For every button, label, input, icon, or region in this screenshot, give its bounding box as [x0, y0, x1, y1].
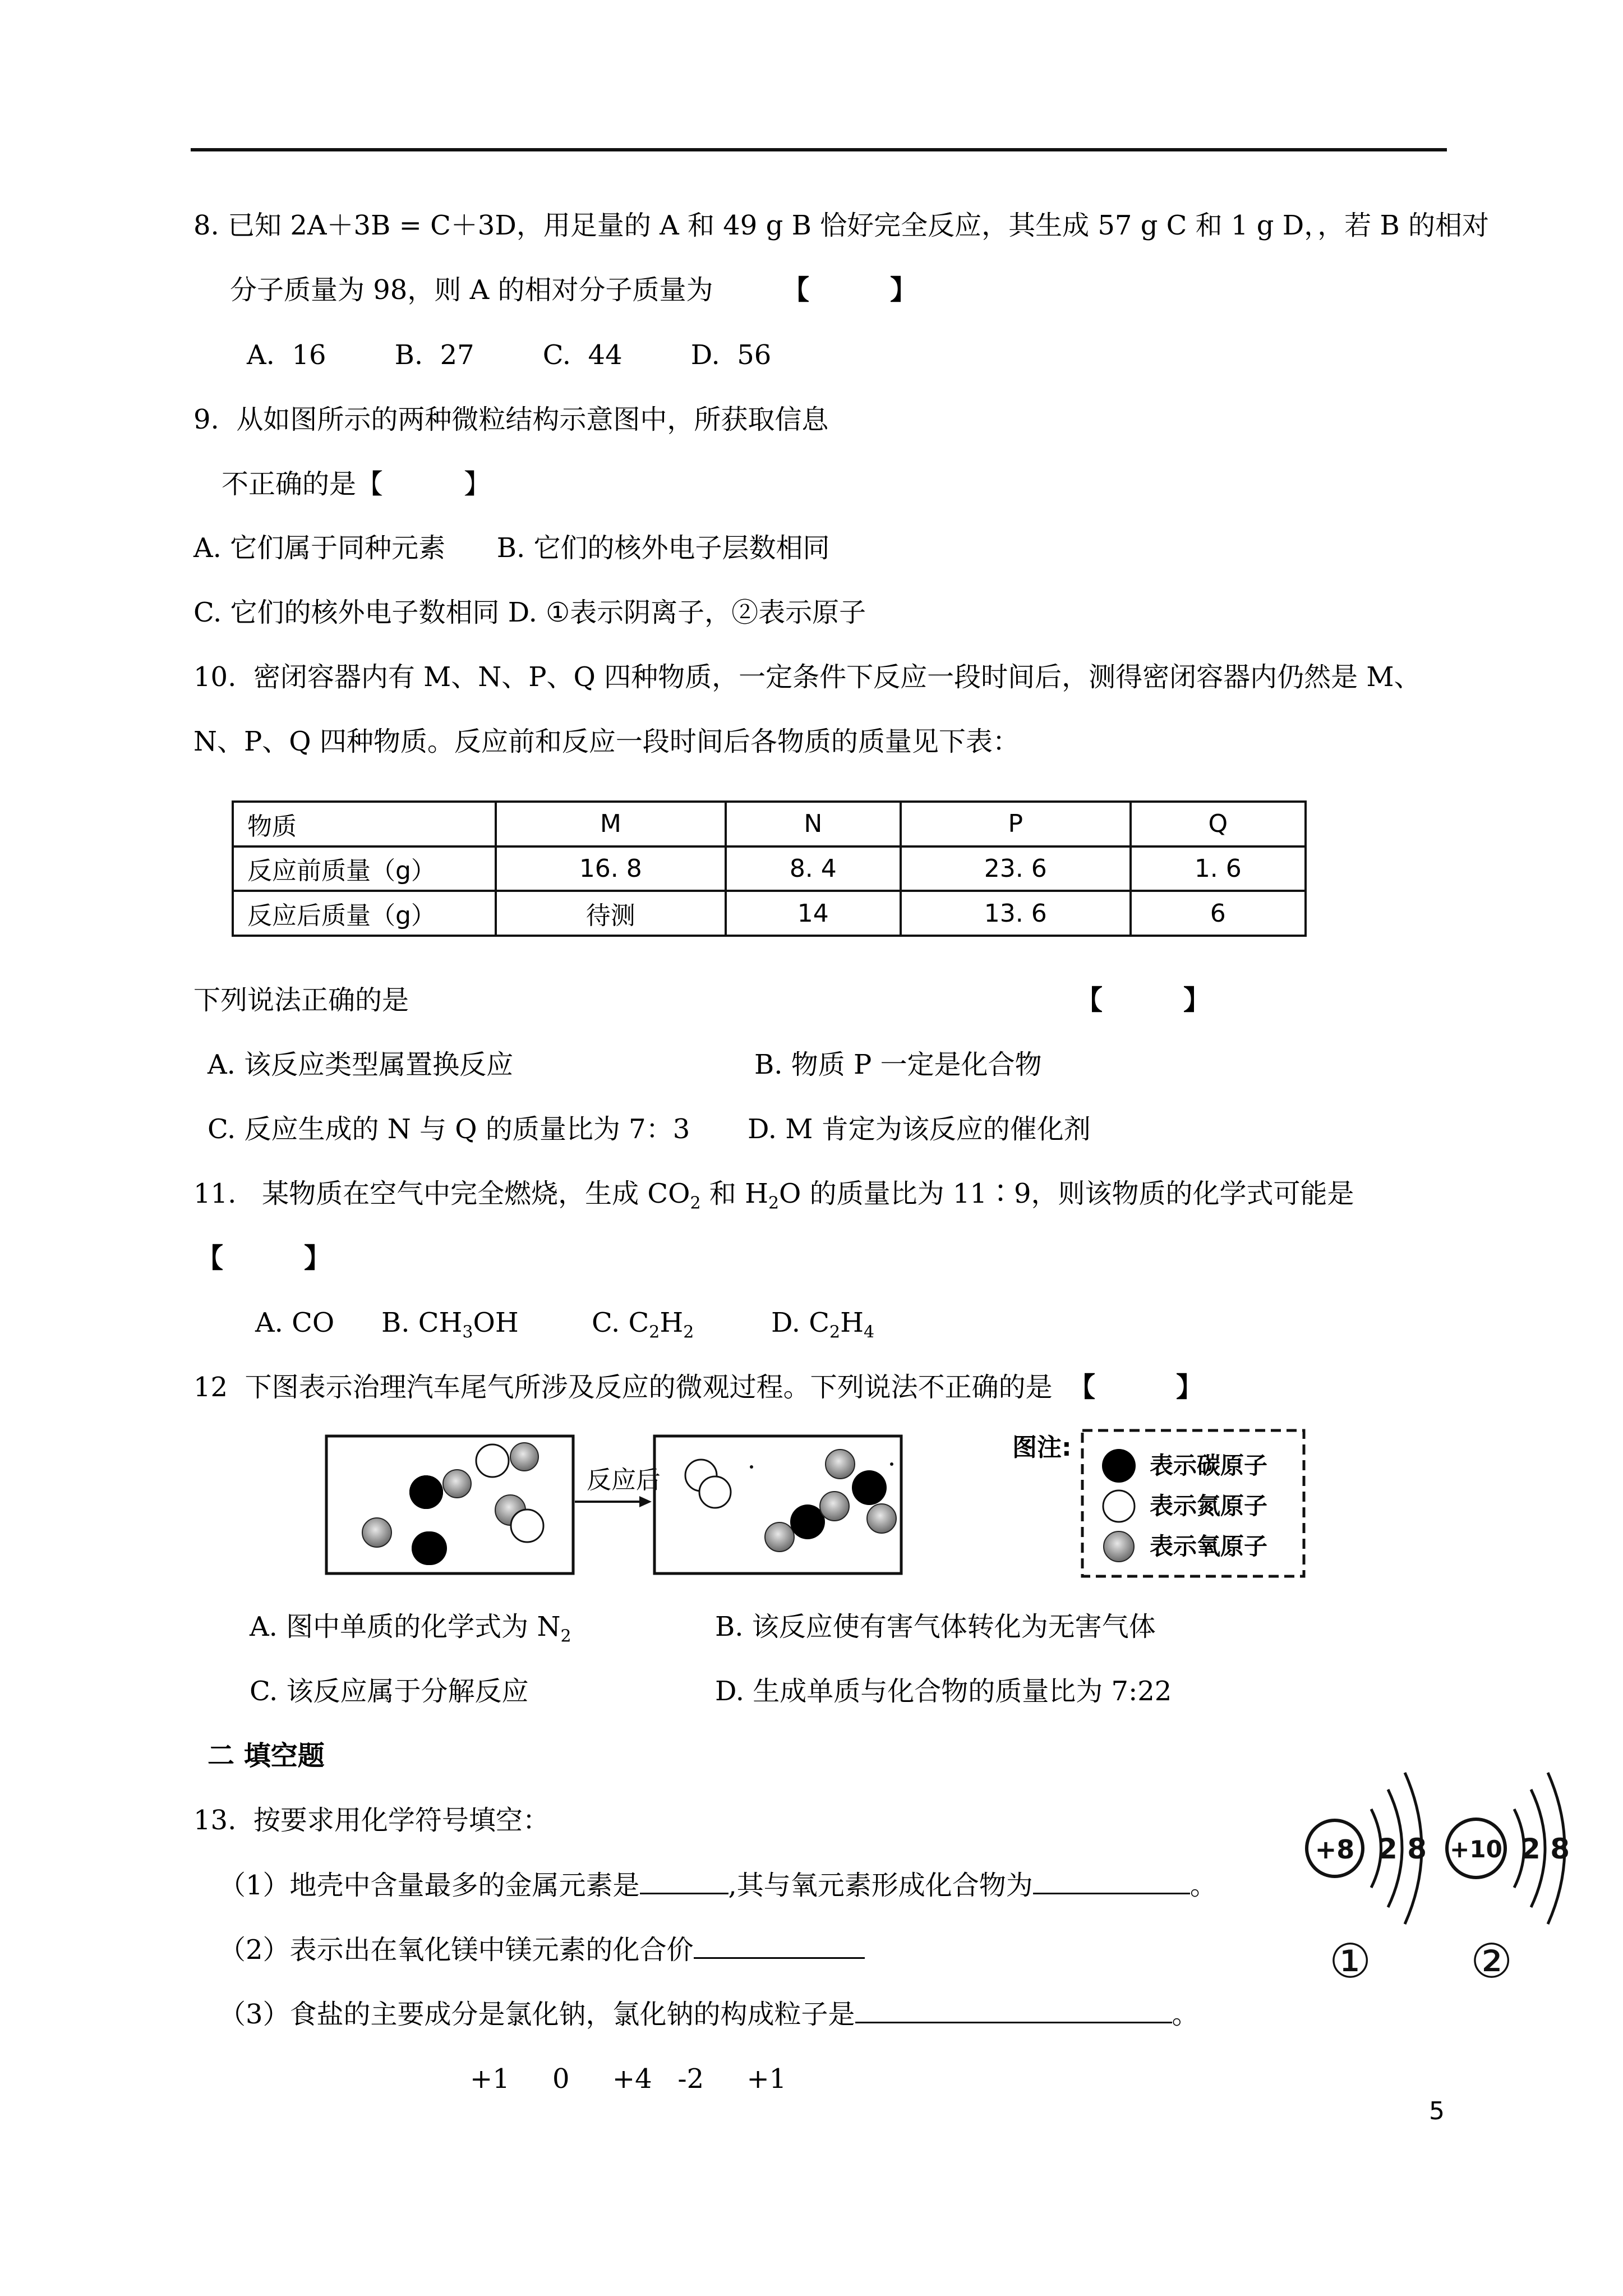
blank-field	[640, 1868, 728, 1894]
q12-option-b: B. 该反应使有害气体转化为无害气体	[715, 1611, 1156, 1642]
nitrogen-atom	[476, 1444, 509, 1477]
reaction-diagram	[314, 1422, 1324, 1585]
section-heading: 二 填空题	[208, 1740, 325, 1772]
electron-counts-1: 2 8	[1378, 1833, 1427, 1865]
table-header-row	[233, 802, 1306, 846]
q11-line1: 11. 某物质在空气中完全燃烧，生成 $CO_2$ 和 $H_2O$ 的质量比为 11∶9，则该物质的化学式可能是	[193, 1178, 1354, 1213]
q8-line1: 8. 已知 2A＋3B = C＋3D，用足量的 A 和 49 g B 恰好完全反应，其生成 57 g C 和 1 g D，，若 B 的相对	[193, 210, 1489, 241]
electron-counts-2: 2 8	[1521, 1833, 1570, 1865]
legend-title: 图注:	[1012, 1433, 1072, 1462]
q10-line2: N、P、Q 四种物质。反应前和反应一段时间后各物质的质量见下表：	[193, 726, 1020, 757]
oxygen-atom	[510, 1443, 538, 1471]
table-cell: 23. 6	[901, 846, 1131, 891]
table-cell: 8. 4	[726, 846, 901, 891]
oxygen-atom	[362, 1518, 391, 1547]
arrow-label: 反应后	[587, 1466, 661, 1494]
table-cell: N	[726, 802, 901, 846]
oxygen-legend-icon	[1104, 1531, 1134, 1562]
page-number: 5	[1429, 2097, 1445, 2125]
after-box	[654, 1436, 901, 1573]
q10-option-d: D. M 肯定为该反应的催化剂	[748, 1114, 1091, 1145]
oxygen-atom	[867, 1504, 896, 1533]
legend-carbon: 表示碳原子	[1150, 1452, 1268, 1479]
q10-option-c: C. 反应生成的 N 与 Q 的质量比为 7：3	[208, 1114, 690, 1145]
oxygen-atom	[765, 1522, 794, 1552]
table-cell: M	[496, 802, 726, 846]
blank-field	[855, 1997, 1172, 2023]
q13-part2: （2）表示出在氧化镁中镁元素的化合价	[219, 1932, 865, 1967]
table-cell: Q	[1131, 802, 1306, 846]
arrow-head-icon	[639, 1496, 652, 1507]
nucleus-charge-2: +10	[1450, 1835, 1502, 1863]
table-cell: 反应前质量（g）	[233, 846, 496, 891]
nitrogen-atom	[511, 1510, 543, 1542]
table-cell: 物质	[233, 802, 496, 846]
oxygen-atom	[443, 1470, 471, 1498]
atom-structure-diagrams	[1295, 1747, 1587, 2005]
table-row	[233, 891, 1306, 936]
header-rule	[191, 148, 1447, 151]
oxygen-atom	[826, 1450, 855, 1479]
table-cell: 反应后质量（g）	[233, 891, 496, 936]
table-cell: 1. 6	[1131, 846, 1306, 891]
table-row	[233, 846, 1306, 891]
legend-nitrogen: 表示氮原子	[1150, 1492, 1268, 1520]
table-cell: 14	[726, 891, 901, 936]
oxygen-atom	[820, 1492, 849, 1521]
q11-option-a: A. CO	[255, 1307, 335, 1338]
dot	[890, 1462, 893, 1466]
q10-answer-bracket: 【 】	[1076, 984, 1211, 1016]
table-cell: 13. 6	[901, 891, 1131, 936]
q10-option-b: B. 物质 P 一定是化合物	[754, 1049, 1042, 1080]
q12-line1: 12 下图表示治理汽车尾气所涉及反应的微观过程。下列说法不正确的是	[193, 1372, 1053, 1403]
q13-line1: 13. 按要求用化学符号填空：	[193, 1805, 550, 1836]
q12-answer-bracket: 【 】	[1068, 1372, 1204, 1403]
nitrogen-legend-icon	[1103, 1490, 1135, 1522]
q13-part3: （3）食盐的主要成分是氯化钠，氯化钠的构成粒子是 。	[219, 1997, 1199, 2031]
legend-oxygen: 表示氧原子	[1150, 1533, 1268, 1560]
atom-label-1: ①	[1329, 1934, 1372, 1989]
q11-answer-bracket: 【 】	[196, 1243, 331, 1274]
q10-prompt: 下列说法正确的是	[193, 984, 409, 1016]
mass-table	[232, 800, 1307, 937]
carbon-legend-icon	[1102, 1449, 1136, 1483]
q8-answer-bracket: 【 】	[782, 274, 917, 306]
q12-option-c: C. 该反应属于分解反应	[250, 1676, 529, 1707]
q12-option-a: A. 图中单质的化学式为 $N_2$	[250, 1611, 571, 1646]
q8-options: A. 16 B. 27 C. 44 D. 56	[247, 339, 772, 371]
nucleus-charge-1: +8	[1315, 1834, 1355, 1865]
blank-field	[1033, 1868, 1190, 1894]
valence-numbers: +1 0 +4 -2 +1	[470, 2063, 787, 2095]
q11-option-d: D. $C_2H_4$	[771, 1307, 875, 1342]
q9-line1: 9. 从如图所示的两种微粒结构示意图中，所获取信息	[193, 404, 829, 435]
q8-line2: 分子质量为 98，则 A 的相对分子质量为	[230, 274, 713, 306]
q10-line1: 10. 密闭容器内有 M、N、P、Q 四种物质，一定条件下反应一段时间后，测得密闭容器内仍然是 M、	[193, 661, 1421, 693]
blank-field	[694, 1932, 865, 1959]
atom-label-2: ②	[1470, 1934, 1513, 1989]
q9-options-cd: C. 它们的核外电子数相同 D. ①表示阴离子，②表示原子	[193, 597, 866, 628]
q13-part1: （1）地壳中含量最多的金属元素是 ,其与氧元素形成化合物为 。	[219, 1868, 1217, 1902]
carbon-atom	[852, 1470, 887, 1505]
table-cell: 6	[1131, 891, 1306, 936]
table-cell: P	[901, 802, 1131, 846]
q9-options-ab: A. 它们属于同种元素 B. 它们的核外电子层数相同	[193, 532, 830, 564]
q12-option-d: D. 生成单质与化合物的质量比为 7:22	[715, 1676, 1172, 1707]
table-cell: 待测	[496, 891, 726, 936]
q11-option-b: B. $CH_3OH$	[381, 1307, 519, 1342]
carbon-atom	[790, 1504, 825, 1539]
q11-option-c: C. $C_2H_2$	[592, 1307, 694, 1342]
q9-line2: 不正确的是【 】	[222, 468, 491, 500]
dot	[750, 1465, 753, 1469]
q10-option-a: A. 该反应类型属置换反应	[208, 1049, 514, 1080]
nitrogen-atom	[699, 1476, 731, 1508]
table-cell: 16. 8	[496, 846, 726, 891]
